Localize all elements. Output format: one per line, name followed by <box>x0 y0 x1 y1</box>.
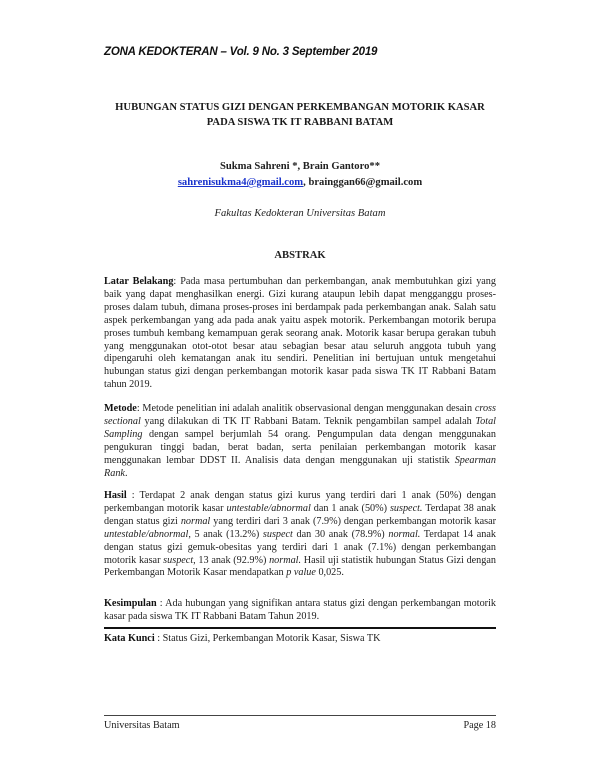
article-title <box>60 100 540 130</box>
results-text: : Terdapat 2 anak dengan status gizi kurus yang terdiri dari 1 anak (50%) dengan perkembangan motorik kasar <box>104 490 496 514</box>
method-text: : Metode penelitian ini adalah analitik observasional dengan menggunakan desain <box>136 403 475 414</box>
results-label: Hasil <box>104 490 127 501</box>
conclusion-label: Kesimpulan <box>104 598 157 609</box>
results-text: , 13 anak (92.9%) <box>193 554 270 566</box>
results-italic: untestable/abnormal <box>104 528 189 540</box>
results-text: 0,025. <box>315 567 344 579</box>
keywords-divider <box>104 627 496 629</box>
results-italic: suspect <box>163 554 194 566</box>
keywords-label: Kata Kunci <box>104 633 155 644</box>
email-2: brainggan66@gmail.com <box>308 177 423 188</box>
affiliation: Fakultas Kedokteran Universitas Batam <box>214 208 386 219</box>
footer-institution: Universitas Batam <box>104 720 180 731</box>
title-line-1: HUBUNGAN STATUS GIZI DENGAN PERKEMBANGAN MOTORIK KASAR <box>115 102 485 113</box>
abstract-heading: ABSTRAK <box>274 250 326 261</box>
footer-divider <box>104 715 496 716</box>
results-italic: normal. <box>269 554 302 566</box>
abstract-conclusion <box>104 598 496 624</box>
results-text: , 5 anak (13.2%) <box>188 528 263 540</box>
results-italic: untestable/abnormal <box>226 502 311 514</box>
abstract-method <box>104 403 496 480</box>
keywords-text: : Status Gizi, Perkembangan Motorik Kasar, Siswa TK <box>154 633 381 644</box>
results-italic: suspect <box>262 528 293 540</box>
title-line-2: PADA SISWA TK IT RABBANI BATAM <box>206 117 394 128</box>
results-italic: normal. <box>388 528 421 540</box>
results-text: dan 30 anak (78.9%) <box>292 528 389 540</box>
conclusion-text: : Ada hubungan yang signifikan antara status gizi dengan perkembangan motorik kasar pada siswa TK IT Rabbani Batam Tahun 2019. <box>104 598 496 622</box>
results-text: Hasil uji statistik hubungan Status Gizi dengan Perkembangan Motorik Kasar mendapatkan <box>104 554 496 579</box>
email-link-1[interactable]: sahrenisukma4@gmail.com <box>177 177 304 188</box>
author-emails <box>60 175 540 190</box>
journal-header: ZONA KEDOKTERAN – Vol. 9 No. 3 September 2019 <box>104 46 378 58</box>
background-label: Latar Belakang <box>104 276 174 287</box>
results-text: yang terdiri dari 3 anak (7.9%) dengan perkembangan motorik kasar <box>210 515 496 527</box>
method-italic: Total Sampling <box>104 415 496 440</box>
method-italic: Spearman Rank <box>104 454 496 479</box>
results-italic: suspect. <box>389 502 423 514</box>
abstract-background <box>104 276 496 392</box>
results-text: Terdapat 38 anak dengan status gizi <box>104 502 496 527</box>
keywords <box>104 633 496 646</box>
results-text: Terdapat 14 anak dengan status gizi gemuk-obesitas yang terdiri dari 1 anak (7.1%) dengan perkembangan motorik kasar <box>104 528 496 566</box>
page-number: Page 18 <box>463 720 496 731</box>
background-text: : Pada masa pertumbuhan dan perkembangan, anak membutuhkan gizi yang baik yang dapat menghasilkan energi. Gizi kurang ataupun lebih dapat mengganggu proses-proses dalam tubuh, dimana proses-proses ini berdampak pada perkembangan anak. Salah satu aspek perkembangan yang ada pada anak yaitu aspek motorik. Perkembangan motorik berupa proses tumbuh kembang kemampuan gerak seorang anak. Motorik kasar berupa gerakan tubuh yang menggunakan otot-otot besar atau sebagian besar atau seluruh anggota tubuh yang dipengaruhi oleh kematangan anak itu sendiri. Penelitian ini bertujuan untuk mengetahui hubungan status gizi dengan perkembangan motorik kasar pada siswa TK IT Rabbani Batam tahun 2019. <box>104 276 496 391</box>
method-text: . <box>124 467 128 479</box>
method-text: yang dilakukan di TK IT Rabbani Batam. Teknik pengambilan sampel adalah <box>140 415 476 427</box>
method-text: dengan sampel berjumlah 54 orang. Pengumpulan data dengan menggunakan pengukuran tinggi badan, berat badan, serta penilaian perkembangan motorik kasar menggunakan lembar DDST II. Analisis data dengan menggunakan uji statistik <box>104 428 496 466</box>
results-italic: p value <box>286 567 316 579</box>
authors: Sukma Sahreni *, Brain Gantoro** <box>219 161 381 172</box>
method-label: Metode <box>104 403 137 414</box>
results-text: dan 1 anak (50%) <box>310 502 390 514</box>
method-italic: cross sectional <box>104 403 496 427</box>
abstract-results <box>104 490 496 580</box>
email-separator: , <box>303 177 309 188</box>
results-italic: normal <box>180 515 211 527</box>
